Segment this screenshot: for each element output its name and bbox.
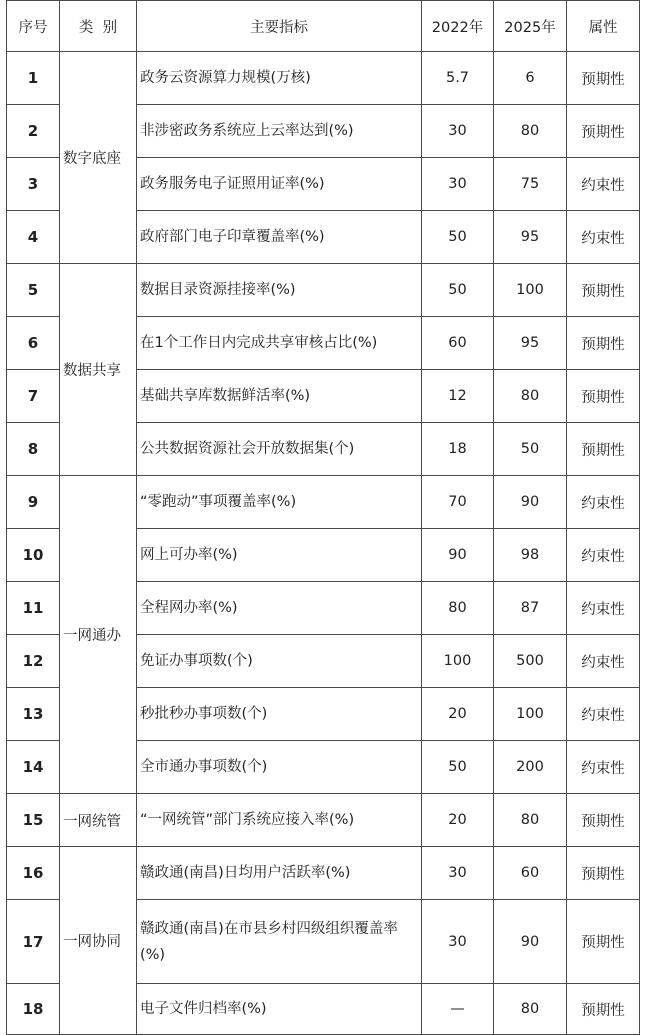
row-2022: 50 [422, 264, 494, 317]
row-2022: 90 [422, 529, 494, 582]
row-indicator: 数据目录资源挂接率(%) [137, 264, 422, 317]
row-2022: 20 [422, 688, 494, 741]
row-attribute: 预期性 [567, 794, 640, 847]
row-attribute: 预期性 [567, 423, 640, 476]
row-seq: 1 [7, 52, 60, 105]
row-indicator: 赣政通(南昌)在市县乡村四级组织覆盖率(%) [137, 900, 422, 984]
category-one-network-collaboration: 一网协同 [60, 847, 137, 1035]
row-seq: 6 [7, 317, 60, 370]
row-2022: 30 [422, 847, 494, 900]
row-2022: 18 [422, 423, 494, 476]
row-attribute: 预期性 [567, 370, 640, 423]
category-digital-base: 数字底座 [60, 52, 137, 264]
table-row [7, 476, 640, 529]
row-seq: 4 [7, 211, 60, 264]
table-row [7, 52, 640, 105]
row-attribute: 预期性 [567, 52, 640, 105]
row-2022: 30 [422, 900, 494, 984]
row-attribute: 约束性 [567, 476, 640, 529]
row-seq: 13 [7, 688, 60, 741]
header-2025: 2025年 [494, 1, 567, 52]
row-2022: 50 [422, 741, 494, 794]
row-2025: 80 [494, 984, 567, 1035]
row-seq: 10 [7, 529, 60, 582]
row-seq: 3 [7, 158, 60, 211]
row-attribute: 预期性 [567, 317, 640, 370]
row-seq: 14 [7, 741, 60, 794]
row-2022: 30 [422, 158, 494, 211]
row-indicator: 公共数据资源社会开放数据集(个) [137, 423, 422, 476]
row-seq: 5 [7, 264, 60, 317]
row-attribute: 约束性 [567, 529, 640, 582]
row-indicator: 政务云资源算力规模(万核) [137, 52, 422, 105]
row-2025: 95 [494, 211, 567, 264]
row-2025: 90 [494, 476, 567, 529]
row-seq: 8 [7, 423, 60, 476]
row-seq: 17 [7, 900, 60, 984]
row-indicator: 全市通办事项数(个) [137, 741, 422, 794]
row-indicator: 非涉密政务系统应上云率达到(%) [137, 105, 422, 158]
row-indicator: 政府部门电子印章覆盖率(%) [137, 211, 422, 264]
row-attribute: 约束性 [567, 582, 640, 635]
row-seq: 7 [7, 370, 60, 423]
row-2022: 80 [422, 582, 494, 635]
row-indicator: 基础共享库数据鲜活率(%) [137, 370, 422, 423]
table-row [7, 794, 640, 847]
row-indicator: 电子文件归档率(%) [137, 984, 422, 1035]
row-indicator: 政务服务电子证照用证率(%) [137, 158, 422, 211]
table-row [7, 264, 640, 317]
row-2025: 60 [494, 847, 567, 900]
row-attribute: 预期性 [567, 105, 640, 158]
row-2025: 75 [494, 158, 567, 211]
row-attribute: 预期性 [567, 264, 640, 317]
row-attribute: 预期性 [567, 984, 640, 1035]
row-indicator: 免证办事项数(个) [137, 635, 422, 688]
row-2025: 87 [494, 582, 567, 635]
row-2022: 60 [422, 317, 494, 370]
row-attribute: 预期性 [567, 847, 640, 900]
row-seq: 12 [7, 635, 60, 688]
row-2025: 80 [494, 105, 567, 158]
row-seq: 11 [7, 582, 60, 635]
row-2025: 100 [494, 264, 567, 317]
row-2025: 80 [494, 370, 567, 423]
row-2025: 100 [494, 688, 567, 741]
row-2025: 80 [494, 794, 567, 847]
row-attribute: 约束性 [567, 211, 640, 264]
category-one-network-service: 一网通办 [60, 476, 137, 794]
row-indicator: 网上可办率(%) [137, 529, 422, 582]
row-2022: 5.7 [422, 52, 494, 105]
header-indicator: 主要指标 [137, 1, 422, 52]
row-indicator: 秒批秒办事项数(个) [137, 688, 422, 741]
row-2025: 200 [494, 741, 567, 794]
row-seq: 18 [7, 984, 60, 1035]
row-indicator: “一网统管”部门系统应接入率(%) [137, 794, 422, 847]
table-row [7, 847, 640, 900]
row-2025: 500 [494, 635, 567, 688]
row-2022: — [422, 984, 494, 1035]
row-2022: 70 [422, 476, 494, 529]
row-2022: 20 [422, 794, 494, 847]
header-2022: 2022年 [422, 1, 494, 52]
row-2025: 95 [494, 317, 567, 370]
row-2022: 12 [422, 370, 494, 423]
row-seq: 9 [7, 476, 60, 529]
row-indicator: 在1个工作日内完成共享审核占比(%) [137, 317, 422, 370]
row-attribute: 约束性 [567, 741, 640, 794]
row-attribute: 约束性 [567, 635, 640, 688]
header-category: 类 别 [60, 1, 137, 52]
row-seq: 16 [7, 847, 60, 900]
header-attribute: 属性 [567, 1, 640, 52]
indicator-table [6, 0, 640, 1035]
row-indicator: 全程网办率(%) [137, 582, 422, 635]
row-2022: 50 [422, 211, 494, 264]
category-one-network-management: 一网统管 [60, 794, 137, 847]
row-seq: 2 [7, 105, 60, 158]
row-seq: 15 [7, 794, 60, 847]
row-attribute: 约束性 [567, 158, 640, 211]
row-2022: 30 [422, 105, 494, 158]
row-2025: 98 [494, 529, 567, 582]
row-indicator: “零跑动”事项覆盖率(%) [137, 476, 422, 529]
row-2025: 50 [494, 423, 567, 476]
row-2025: 6 [494, 52, 567, 105]
header-row [7, 1, 640, 52]
row-2025: 90 [494, 900, 567, 984]
row-attribute: 预期性 [567, 900, 640, 984]
row-attribute: 约束性 [567, 688, 640, 741]
category-data-sharing: 数据共享 [60, 264, 137, 476]
header-seq: 序号 [7, 1, 60, 52]
row-2022: 100 [422, 635, 494, 688]
row-indicator: 赣政通(南昌)日均用户活跃率(%) [137, 847, 422, 900]
